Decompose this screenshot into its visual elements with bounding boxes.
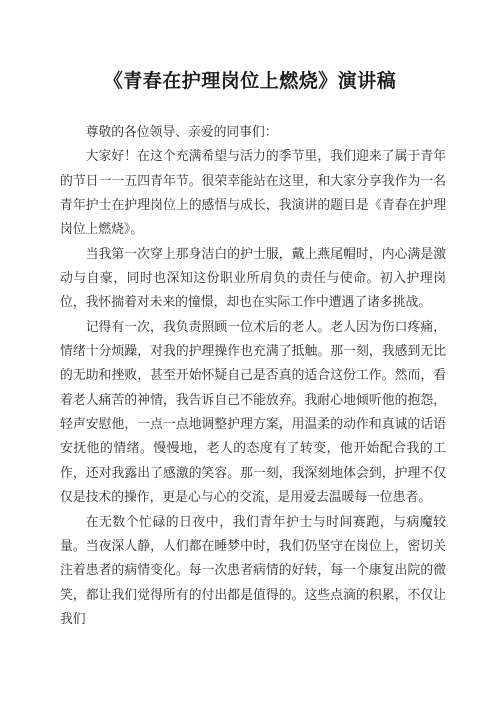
document-title: 《青春在护理岗位上燃烧》演讲稿 [103, 70, 397, 92]
salutation-paragraph: 尊敬的各位领导、亲爱的同事们： [85, 125, 278, 140]
document-body [60, 121, 446, 632]
body-paragraph: 记得有一次，我负责照顾一位术后的老人。老人因为伤口疼痛，情绪十分烦躁，对我的护理操作也充满了抵触。那一刻，我感到无比的无助和挫败，甚至开始怀疑自己是否真的适合这份工作。然而，看着老人痛苦的神情，我告诉自己不能放弃。我耐心地倾听他的抱怨，轻声安慰他，一点一点地调整护理方案，用温柔的动作和真诚的话语安抚他的情绪。慢慢地，老人的态度有了转变，他开始配合我的工作，还对我露出了感激的笑容。那一刻，我深刻地体会到，护理不仅仅是技术的操作，更是心与心的交流，是用爱去温暖每一位患者。 [60, 319, 446, 506]
body-paragraph: 在无数个忙碌的日夜中，我们青年护士与时间赛跑，与病魔较量。当夜深人静，人们都在睡梦中时，我们仍坚守在岗位上，密切关注着患者的病情变化。每一次患者病情的好转，每一个康复出院的微笑，都让我们觉得所有的付出都是值得的。这些点滴的积累，不仅让我们 [60, 514, 446, 627]
body-paragraph: 大家好！在这个充满希望与活力的季节里，我们迎来了属于青年的节日一一五四青年节。很荣幸能站在这里，和大家分享我作为一名青年护士在护理岗位上的感悟与成长，我演讲的题目是《青春在护理岗位上燃烧》。 [60, 149, 446, 238]
body-paragraph: 当我第一次穿上那身洁白的护士服，戴上燕尾帽时，内心满是激动与自豪，同时也深知这份职业所肩负的责任与使命。初入护理岗位，我怀揣着对未来的憧憬，却也在实际工作中遭遇了诸多挑战。 [60, 246, 446, 311]
